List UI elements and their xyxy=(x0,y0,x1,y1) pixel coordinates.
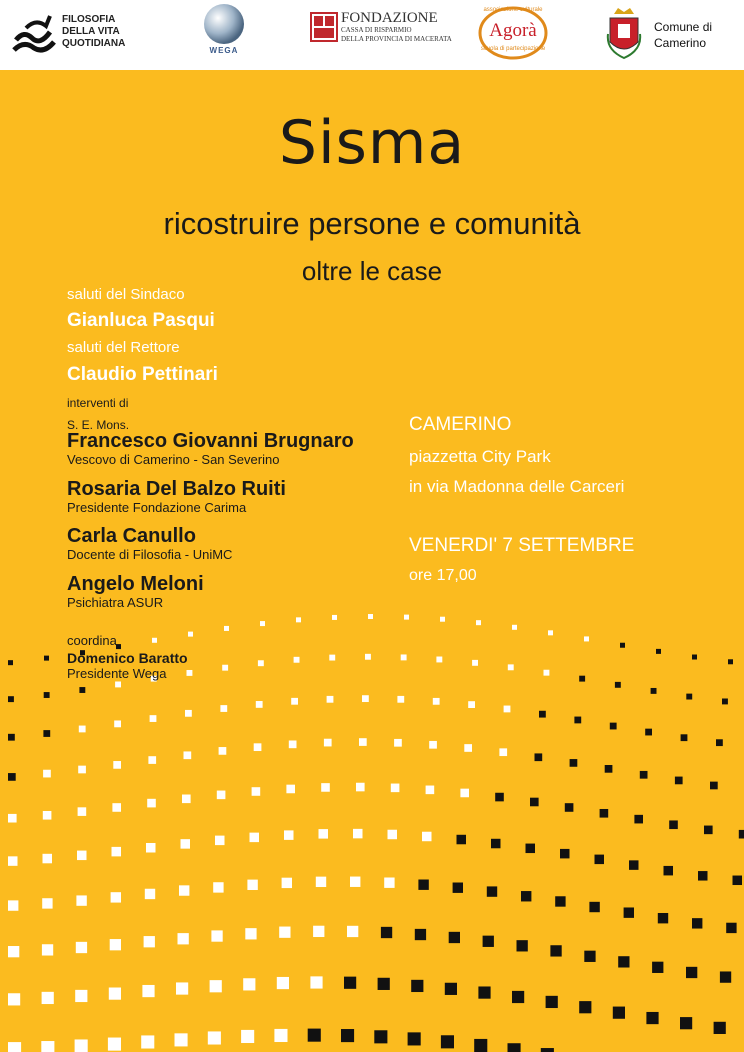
rettore-name: Claudio Pettinari xyxy=(67,364,218,385)
event-tagline: oltre le case xyxy=(301,256,443,286)
speaker-1-prefix: S. E. Mons. xyxy=(67,418,130,432)
coordina-label: coordina xyxy=(67,633,117,648)
event-date: VENERDI' 7 SETTEMBRE xyxy=(409,535,635,556)
venue-city: CAMERINO xyxy=(409,414,512,435)
comune-logo: Comune di Camerino xyxy=(654,20,713,50)
coordinator-name: Domenico Baratto xyxy=(67,650,188,666)
filosofia-logo: FILOSOFIA DELLA VITA QUOTIDIANA xyxy=(62,14,126,49)
speaker-1-name: Francesco Giovanni Brugnaro xyxy=(67,430,354,452)
wega-logo: WEGA xyxy=(200,2,248,60)
speaker-2-role: Presidente Fondazione Carima xyxy=(67,500,247,515)
event-time: ore 17,00 xyxy=(409,567,477,584)
speaker-2-name: Rosaria Del Balzo Ruiti xyxy=(67,478,286,500)
sindaco-name: Gianluca Pasqui xyxy=(67,310,215,331)
interventi-label: interventi di xyxy=(67,396,129,410)
coordinator-role: Presidente Wega xyxy=(67,666,167,681)
speaker-3-name: Carla Canullo xyxy=(67,525,196,547)
speaker-1-role: Vescovo di Camerino - San Severino xyxy=(67,452,280,467)
saluti-sindaco-label: saluti del Sindaco xyxy=(67,286,185,303)
venue-place: piazzetta City Park xyxy=(409,447,551,466)
speaker-4-role: Psichiatra ASUR xyxy=(67,595,164,610)
venue-address: in via Madonna delle Carceri xyxy=(409,477,625,496)
event-subtitle: ricostruire persone e comunità xyxy=(163,206,581,241)
speaker-4-name: Angelo Meloni xyxy=(67,573,204,595)
fondazione-logo: FONDAZIONE CASSA DI RISPARMIO DELLA PROVINCIA DI MACERATA xyxy=(341,10,452,43)
speaker-3-role: Docente di Filosofia - UniMC xyxy=(67,547,233,562)
event-title: Sisma xyxy=(278,108,466,178)
saluti-rettore-label: saluti del Rettore xyxy=(67,339,180,356)
agora-logo: associazione culturale Agorà scuola di partecipazione xyxy=(476,4,550,62)
